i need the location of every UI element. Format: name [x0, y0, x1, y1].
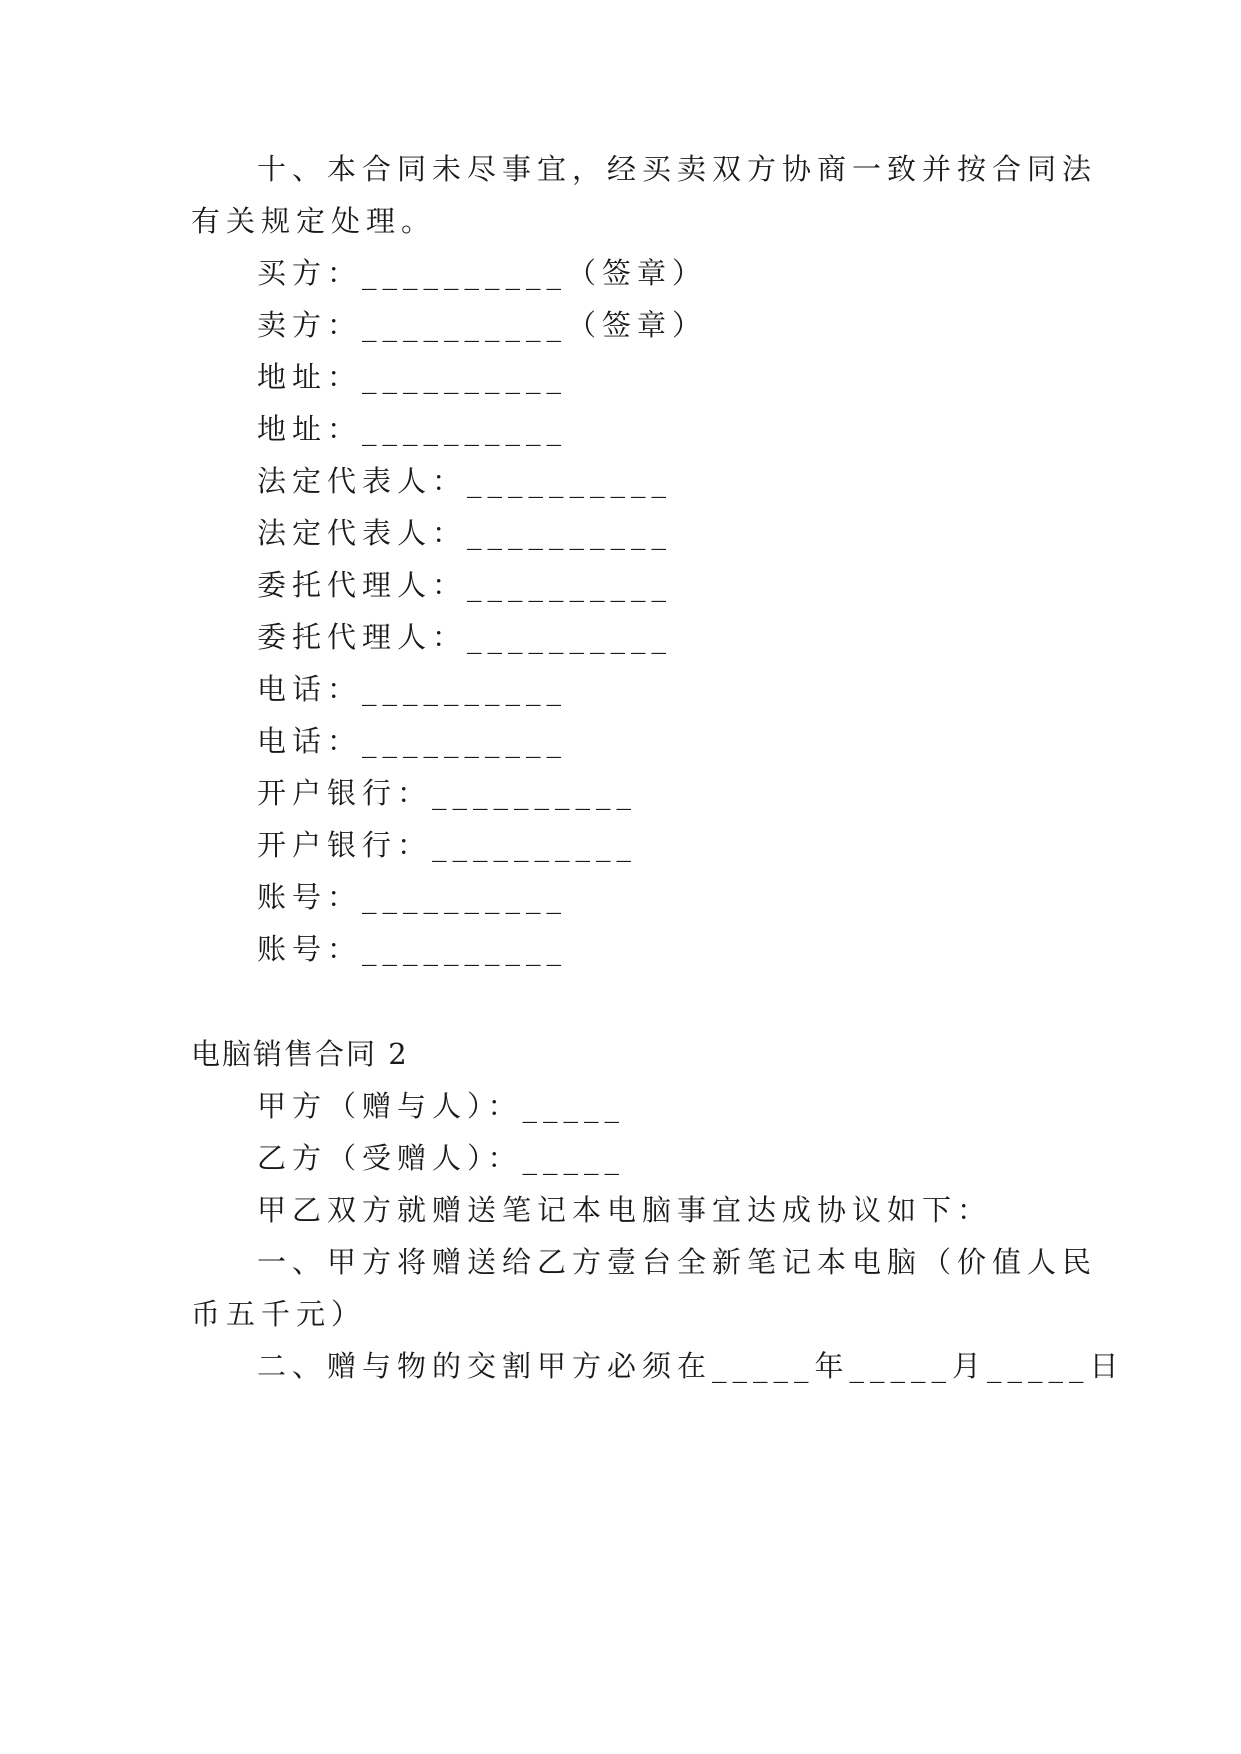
field-account-2: 账号：__________: [257, 932, 568, 966]
agreement-intro: 甲乙双方就赠送笔记本电脑事宜达成协议如下：: [257, 1193, 993, 1227]
field-seller: 卖方：__________（签章）: [257, 308, 708, 342]
clause-2-line-1: 二、赠与物的交割甲方必须在_____年_____月_____日: [257, 1349, 1125, 1383]
field-agent-1: 委托代理人：__________: [257, 568, 673, 602]
clause-1-line-1: 一、甲方将赠送给乙方壹台全新笔记本电脑（价值人民: [257, 1245, 1098, 1279]
contract-2-title: 电脑销售合同 2: [191, 1037, 409, 1071]
party-b: 乙方（受赠人）：_____: [257, 1141, 626, 1175]
field-bank-1: 开户银行：__________: [257, 776, 638, 810]
clause-10-line-1: 十、本合同未尽事宜，经买卖双方协商一致并按合同法: [257, 152, 1098, 186]
field-buyer: 买方：__________（签章）: [257, 256, 708, 290]
field-address-2: 地址：__________: [257, 412, 568, 446]
party-a: 甲方（赠与人）：_____: [257, 1089, 626, 1123]
field-phone-2: 电话：__________: [257, 724, 568, 758]
field-legal-rep-2: 法定代表人：__________: [257, 516, 673, 550]
field-account-1: 账号：__________: [257, 880, 568, 914]
clause-10-line-2: 有关规定处理。: [191, 204, 437, 238]
clause-1-line-2: 币五千元）: [191, 1297, 367, 1331]
field-bank-2: 开户银行：__________: [257, 828, 638, 862]
field-legal-rep-1: 法定代表人：__________: [257, 464, 673, 498]
field-phone-1: 电话：__________: [257, 672, 568, 706]
field-address-1: 地址：__________: [257, 360, 568, 394]
field-agent-2: 委托代理人：__________: [257, 620, 673, 654]
